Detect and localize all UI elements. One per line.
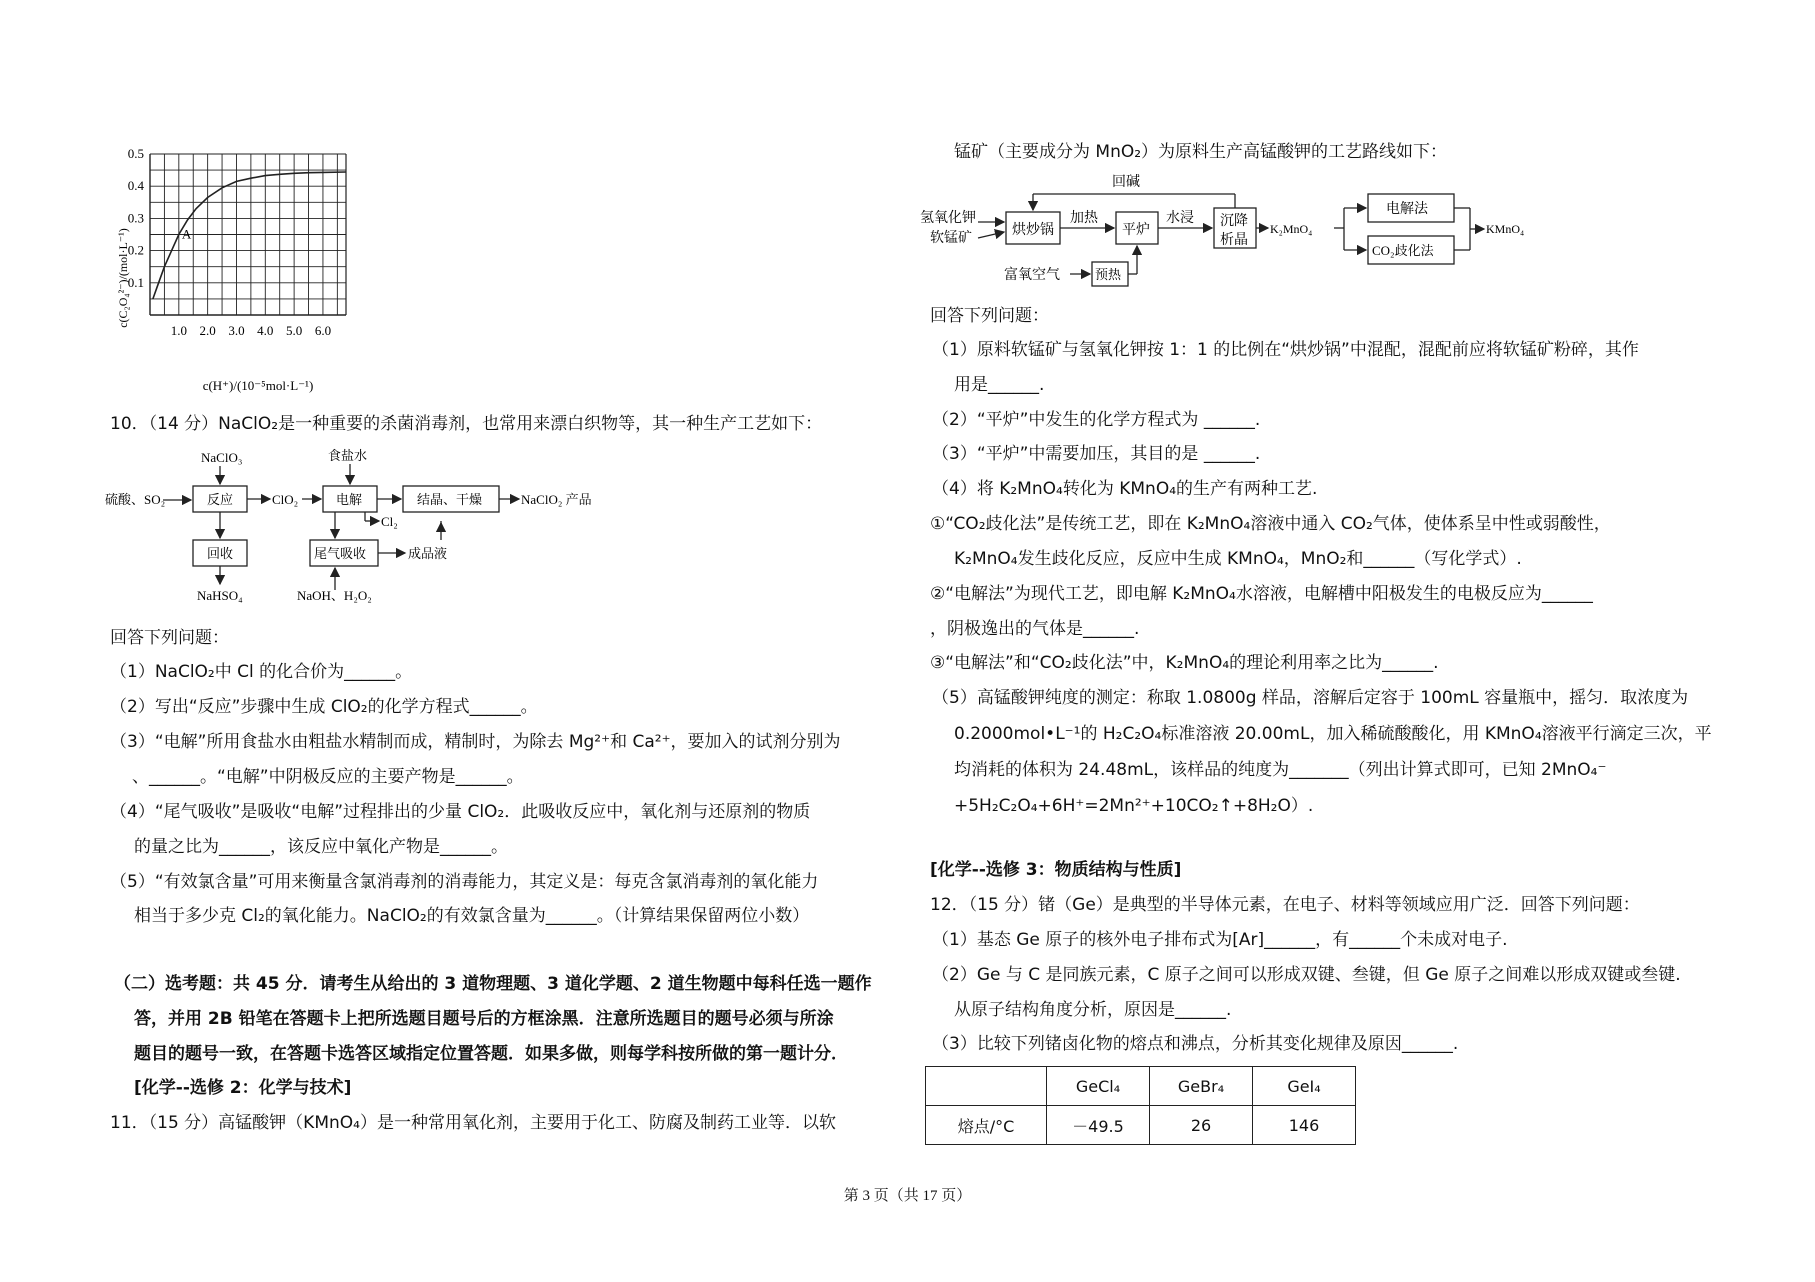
flow-cl2: Cl₂ — [381, 514, 398, 529]
section2-l3: 题目的题号一致，在答题卡选答区域指定位置答题．如果多做，则每学科按所做的第一题计分． — [134, 1044, 848, 1064]
q11-c2b: ，阴极逸出的气体是______. — [930, 619, 1140, 639]
q11-p4: （4）将 K₂MnO₄转化为 KMnO₄的生产有两种工艺. — [932, 479, 1318, 499]
q10-flow-diagram — [105, 448, 625, 608]
chart-xtick-label: 5.0 — [285, 323, 303, 338]
flow11-water: 水浸 — [1166, 211, 1194, 226]
section2-l1: （二）选考题：共 45 分．请考生从给出的 3 道物理题、3 道化学题、2 道生物题中每科任选一题作 — [114, 974, 872, 994]
flow11-air: 富氧空气 — [1004, 268, 1060, 283]
chart-ticks — [128, 146, 331, 338]
flow-react: 反应 — [207, 492, 234, 507]
q10-p3a: （3）“电解”所用食盐水由粗盐水精制而成，精制时，为除去 Mg²⁺和 Ca²⁺，要加入的试剂分别为 — [110, 732, 841, 752]
q11-p5d: +5H₂C₂O₄+6H⁺=2Mn²⁺+10CO₂↑+8H₂O）. — [954, 796, 1314, 816]
flow-recycle: 回收 — [207, 546, 234, 561]
chart-xlabel: c(H⁺)/(10⁻⁵mol·L⁻¹) — [202, 378, 314, 393]
table-row — [926, 1106, 1356, 1145]
q10-head: 10．（14 分）NaClO₂是一种重要的杀菌消毒剂，也常用来漂白织物等，其一种生产工艺如下： — [110, 414, 823, 434]
page-footer: 第 3 页（共 17 页） — [843, 1188, 972, 1204]
q10-p5b: 相当于多少克 Cl₂的氧化能力。NaClO₂的有效氯含量为______。（计算结果保留两位小数） — [134, 906, 810, 926]
q12-p3: （3）比较下列锗卤化物的熔点和沸点，分析其变化规律及原因______. — [932, 1034, 1459, 1054]
flow-input: 硫酸、SO₂ — [105, 492, 166, 507]
flow-naclo3: NaClO₃ — [201, 450, 243, 465]
flow11-box3b: 析晶 — [1220, 233, 1248, 248]
q11-flow-diagram — [920, 170, 1560, 290]
q11-p2: （2）“平炉”中发生的化学方程式为 ______. — [932, 410, 1261, 430]
flow11-box5: CO₂歧化法 — [1372, 243, 1434, 258]
flow-product: NaClO₂ 产品 — [521, 492, 592, 507]
table-cell-gei4: 146 — [1253, 1106, 1356, 1145]
chart-ytick-label: 0.3 — [127, 210, 144, 226]
flow11-recycle: 回碱 — [1112, 175, 1140, 190]
chart-xtick-label: 3.0 — [228, 323, 245, 338]
chart-ytick-label: 0.1 — [127, 274, 144, 290]
flow-nahso4: NaHSO₄ — [197, 588, 243, 603]
q12-p1: （1）基态 Ge 原子的核外电子排布式为[Ar]______，有______个未成对电子. — [932, 930, 1508, 950]
q11-c1b: K₂MnO₄发生歧化反应，反应中生成 KMnO₄，MnO₂和______（写化学式）. — [954, 549, 1522, 569]
q11-cont: 锰矿（主要成分为 MnO₂）为原料生产高锰酸钾的工艺路线如下： — [954, 142, 1448, 162]
section3-title: [化学--选修 3：物质结构与性质] — [930, 860, 1182, 880]
q10-p1: （1）NaClO₂中 Cl 的化合价为______。 — [110, 662, 413, 682]
flow11-preheat: 预热 — [1095, 267, 1122, 282]
flow11-box3a: 沉降 — [1220, 214, 1248, 229]
flow-naoh: NaOH、H₂O₂ — [297, 588, 372, 603]
q11-answer-prompt: 回答下列问题： — [930, 306, 1049, 326]
chart-ytick-label: 0.5 — [127, 146, 144, 161]
table-header-empty — [926, 1067, 1047, 1106]
section2-l2: 答，并用 2B 铅笔在答题卡上把所选题目题号后的方框涂黑．注意所选题目的题号必须与所涂 — [134, 1009, 834, 1029]
flow-tail: 尾气吸收 — [314, 546, 367, 561]
q12-p2b: 从原子结构角度分析，原因是______. — [954, 1000, 1232, 1020]
table-cell-gebr4: 26 — [1150, 1106, 1253, 1145]
flow-clo2: ClO₂ — [272, 492, 299, 507]
flow11-heat: 加热 — [1070, 211, 1098, 226]
q10-p3b: 、______。“电解”中阴极反应的主要产物是______。 — [132, 767, 524, 787]
flow11-box1: 烘炒锅 — [1012, 223, 1054, 238]
table-cell-gecl4: －49.5 — [1047, 1106, 1150, 1145]
flow11-box4: 电解法 — [1386, 202, 1428, 217]
melting-point-table — [925, 1066, 1356, 1145]
table-header-row — [926, 1067, 1356, 1106]
flow-finished: 成品液 — [408, 546, 448, 561]
q11-c1a: ①“CO₂歧化法”是传统工艺，即在 K₂MnO₄溶液中通入 CO₂气体，使体系呈中性或弱酸性， — [930, 514, 1611, 534]
chart-ytick-label: 0.2 — [127, 242, 144, 258]
section2-l4: [化学--选修 2：化学与技术] — [134, 1078, 352, 1098]
table-header-gebr4: GeBr₄ — [1150, 1067, 1253, 1106]
table-row-label: 熔点/°C — [926, 1106, 1047, 1145]
q11-p3: （3）“平炉”中需要加压，其目的是 ______. — [932, 444, 1261, 464]
chart-ylabel: c(C₂O₄²⁻)/(mol·L⁻¹) — [116, 228, 130, 328]
chart-xtick-label: 1.0 — [170, 323, 187, 338]
q11-head: 11．（15 分）高锰酸钾（KMnO₄）是一种常用氧化剂，主要用于化工、防腐及制药工业等．以软 — [110, 1113, 836, 1133]
chart-point-label: A — [181, 226, 192, 242]
q11-p1b: 用是______. — [954, 375, 1045, 395]
concentration-chart — [110, 140, 410, 400]
q12-p2a: （2）Ge 与 C 是同族元素，C 原子之间可以形成双键、叁键，但 Ge 原子之间难以形成双键或叁键. — [932, 965, 1681, 985]
flow11-kmno4: KMnO₄ — [1486, 222, 1525, 236]
flow11-in2: 软锰矿 — [930, 231, 972, 246]
table-header-gei4: GeI₄ — [1253, 1067, 1356, 1106]
flow11-in1: 氢氧化钾 — [920, 211, 976, 226]
q10-p4b: 的量之比为______，该反应中氧化产物是______。 — [134, 837, 508, 857]
chart-xtick-label: 4.0 — [257, 323, 274, 338]
q11-p5b: 0.2000mol•L⁻¹的 H₂C₂O₄标准溶液 20.00mL，加入稀硫酸酸化，用 KMnO₄溶液平行滴定三次，平 — [954, 724, 1712, 744]
flow11-k2mno4: K₂MnO₄ — [1270, 222, 1313, 236]
q11-p5c: 均消耗的体积为 24.48mL，该样品的纯度为_______（列出计算式即可，已知 2MnO₄⁻ — [954, 760, 1607, 780]
q10-p5a: （5）“有效氯含量”可用来衡量含氯消毒剂的消毒能力，其定义是：每克含氯消毒剂的氧化能力 — [110, 872, 819, 892]
q11-c3: ③“电解法”和“CO₂歧化法”中，K₂MnO₄的理论利用率之比为______. — [930, 653, 1439, 673]
table-header-gecl4: GeCl₄ — [1047, 1067, 1150, 1106]
q10-p2: （2）写出“反应”步骤中生成 ClO₂的化学方程式______。 — [110, 697, 538, 717]
flow-elec: 电解 — [336, 492, 363, 507]
q10-p4a: （4）“尾气吸收”是吸收“电解”过程排出的少量 ClO₂．此吸收反应中，氧化剂与还原剂的物质 — [110, 802, 811, 822]
q11-p5a: （5）高锰酸钾纯度的测定：称取 1.0800g 样品，溶解后定容于 100mL 容量瓶中，摇匀．取浓度为 — [932, 688, 1689, 708]
q11-p1a: （1）原料软锰矿与氢氧化钾按 1：1 的比例在“烘炒锅”中混配，混配前应将软锰矿粉碎，其作 — [932, 340, 1639, 360]
flow-cryst: 结晶、干燥 — [417, 492, 483, 507]
chart-xtick-label: 2.0 — [199, 323, 216, 338]
chart-ytick-label: 0.4 — [127, 178, 144, 194]
flow-brine: 食盐水 — [328, 448, 368, 463]
q11-c2a: ②“电解法”为现代工艺，即电解 K₂MnO₄水溶液，电解槽中阳极发生的电极反应为______ — [930, 584, 1593, 604]
flow11-box2: 平炉 — [1122, 223, 1150, 238]
chart-xtick-label: 6.0 — [314, 323, 332, 338]
q12-head: 12．（15 分）锗（Ge）是典型的半导体元素，在电子、材料等领域应用广泛．回答下列问题： — [930, 895, 1640, 915]
q10-answer-prompt: 回答下列问题： — [110, 628, 229, 648]
